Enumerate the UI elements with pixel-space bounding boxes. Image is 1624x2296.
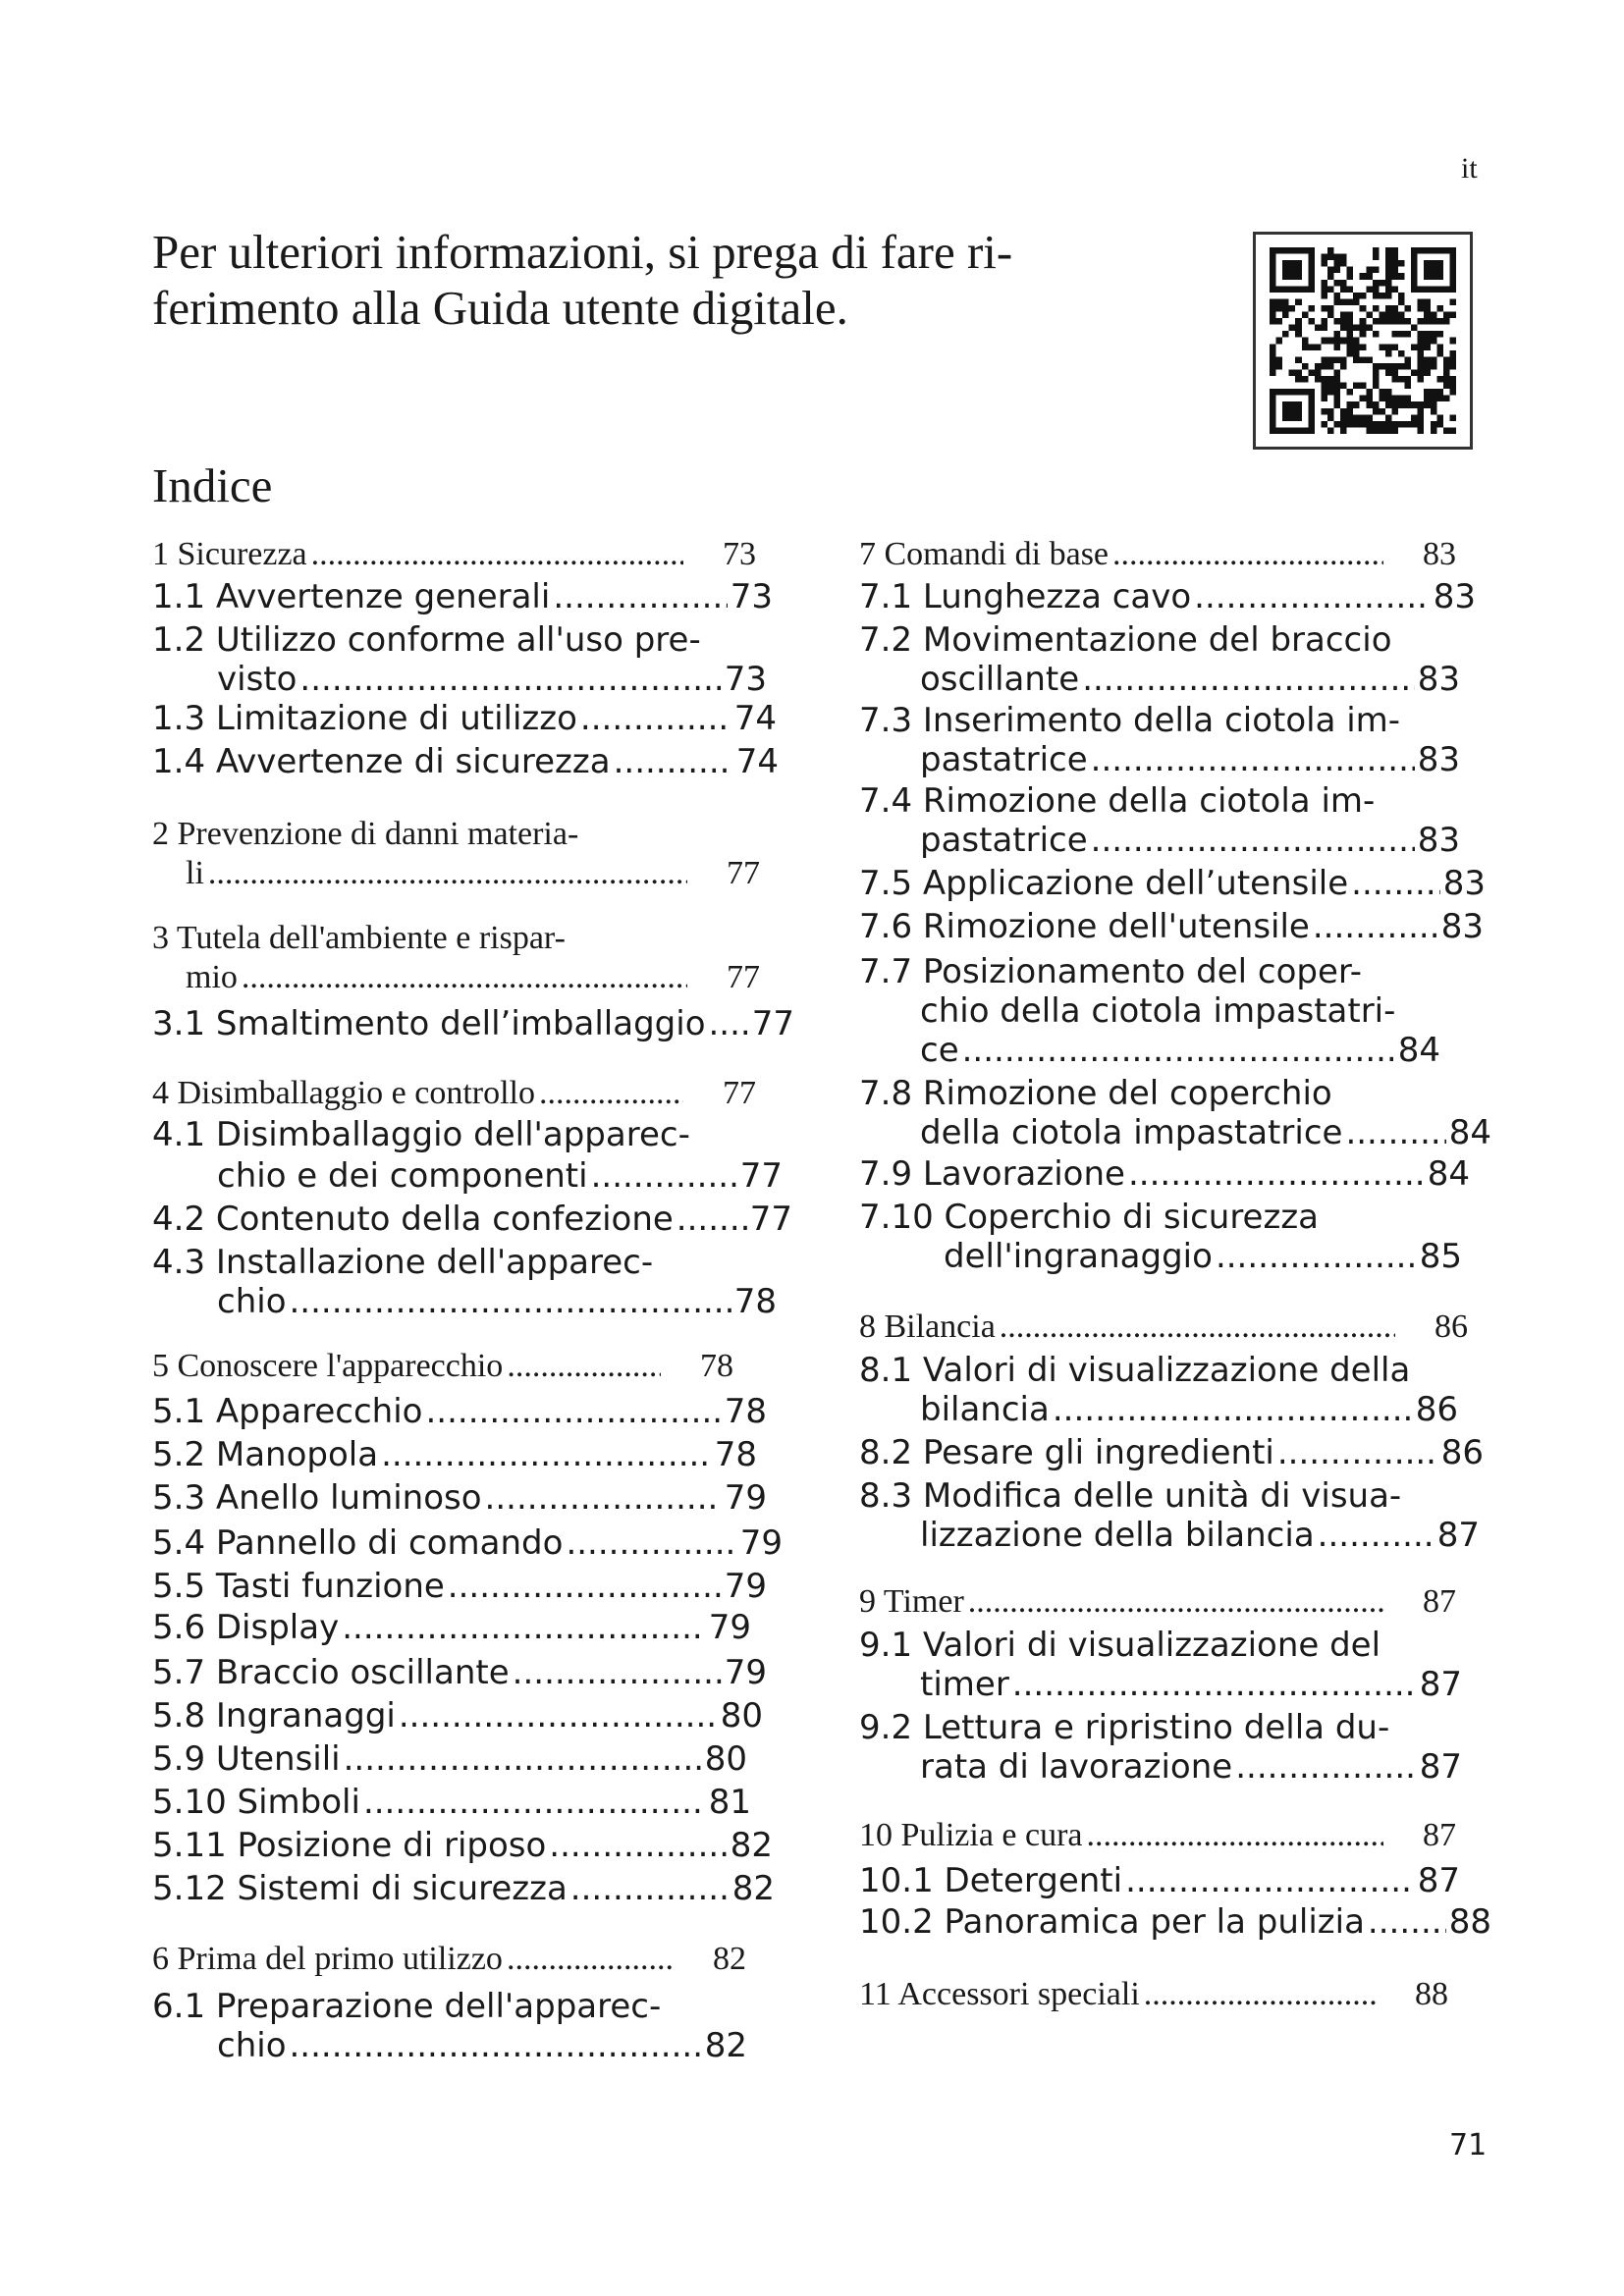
toc-entry-page: 88	[1415, 1976, 1448, 2012]
toc-entry-page: 79	[724, 1653, 767, 1692]
toc-entry[interactable]	[152, 1523, 783, 1563]
toc-entry-page: 79	[724, 1478, 767, 1518]
toc-entry-page: 87	[1423, 1583, 1456, 1620]
toc-entry-label: 7.9 Lavorazione	[859, 1154, 1125, 1194]
toc-entry-label: 7.1 Lunghezza cavo	[859, 577, 1192, 616]
toc-entry[interactable]	[920, 1113, 1491, 1152]
toc-entry-label: 3.1 Smaltimento dell’imballaggio	[152, 1004, 706, 1043]
toc-entry[interactable]	[152, 1608, 751, 1647]
toc-entry[interactable]	[152, 1739, 747, 1779]
toc-entry-label: 8 Bilancia	[859, 1308, 996, 1345]
toc-entry-page: 78	[733, 1282, 777, 1321]
toc-entry-page: 81	[708, 1783, 751, 1822]
toc-entry-label: 8.2 Pesare gli ingredienti	[859, 1433, 1274, 1472]
toc-entry[interactable]	[152, 1696, 763, 1735]
toc-entry[interactable]	[152, 1940, 746, 1979]
toc-entry[interactable]	[152, 1074, 756, 1113]
toc-entry[interactable]	[217, 1282, 777, 1321]
toc-entry-label: 7.2 Movimentazione del braccio	[859, 620, 1392, 660]
toc-entry-label: 5.3 Anello luminoso	[152, 1478, 482, 1518]
toc-entry-page: 77	[727, 959, 760, 995]
toc-entry-page: 83	[1417, 660, 1460, 699]
page-number: 71	[1449, 2128, 1488, 2163]
toc-entry-label: 7 Comandi di base	[859, 536, 1110, 572]
toc-entry-page: 87	[1417, 1861, 1460, 1900]
toc-entry-label: 11 Accessori speciali	[859, 1976, 1140, 2012]
toc-entry[interactable]	[152, 1435, 757, 1474]
toc-entry-page: 85	[1419, 1237, 1462, 1276]
toc-entry[interactable]	[920, 1390, 1458, 1429]
toc-entry[interactable]	[859, 577, 1476, 616]
toc-entry-label: li	[186, 855, 204, 891]
toc-entry[interactable]	[152, 1392, 767, 1431]
toc-entry-page: 80	[704, 1739, 747, 1779]
toc-entry-page: 74	[733, 699, 777, 738]
toc-title: Indice	[152, 458, 273, 512]
toc-entry[interactable]	[920, 1665, 1462, 1704]
toc-entry-label: 9 Timer	[859, 1583, 964, 1620]
toc-entry-label: 8.3 Modifica delle unità di visua-	[859, 1476, 1402, 1516]
toc-entry-page: 86	[1440, 1433, 1484, 1472]
toc-entry[interactable]	[152, 1004, 794, 1043]
qr-code[interactable]	[1253, 232, 1473, 450]
toc-entry-label: 5.1 Apparecchio	[152, 1392, 423, 1431]
toc-entry[interactable]	[152, 535, 756, 574]
toc-entry-page: 73	[723, 536, 756, 572]
toc-entry-label: 7.6 Rimozione dell'utensile	[859, 907, 1310, 946]
toc-entry-label: bilancia	[920, 1390, 1050, 1429]
toc-entry-page: 77	[751, 1004, 794, 1043]
toc-entry-label: chio e dei componenti	[217, 1156, 588, 1196]
toc-entry-page: 78	[700, 1348, 733, 1384]
toc-entry-page: 73	[724, 660, 767, 699]
toc-entry[interactable]	[920, 821, 1460, 860]
toc-entry-label: 2 Prevenzione di danni materia-	[152, 816, 579, 852]
toc-entry-label: 8.1 Valori di visualizzazione della	[859, 1351, 1411, 1390]
toc-entry-label: 1.2 Utilizzo conforme all'uso pre-	[152, 620, 701, 660]
toc-entry-page: 83	[1442, 864, 1486, 903]
toc-entry-label: 6.1 Preparazione dell'apparec-	[152, 1987, 662, 2026]
toc-entry-page: 77	[723, 1075, 756, 1111]
toc-entry[interactable]	[217, 660, 767, 699]
toc-entry-label: della ciotola impastatrice	[920, 1113, 1343, 1152]
toc-entry-label: 4.3 Installazione dell'apparec-	[152, 1243, 654, 1282]
toc-entry-page: 78	[724, 1392, 767, 1431]
intro-text	[152, 224, 1114, 336]
toc-entry[interactable]	[152, 1783, 751, 1822]
toc-entry-page: 84	[1448, 1113, 1491, 1152]
toc-entry-label: 7.8 Rimozione del coperchio	[859, 1074, 1332, 1113]
toc-entry[interactable]	[217, 2026, 747, 2065]
toc-entry-label: 5.7 Braccio oscillante	[152, 1653, 510, 1692]
toc-entry-label: 7.3 Inserimento della ciotola im-	[859, 701, 1401, 740]
toc-entry-page: 83	[1417, 740, 1460, 779]
toc-entry-label: 10 Pulizia e cura	[859, 1817, 1083, 1853]
intro-line: ferimento alla Guida utente digitale.	[152, 281, 848, 335]
toc-entry-page: 86	[1435, 1308, 1468, 1345]
toc-entry-label: 5.10 Simboli	[152, 1783, 360, 1822]
toc-entry[interactable]	[152, 1347, 733, 1386]
toc-entry[interactable]	[859, 1154, 1470, 1194]
toc-entry[interactable]	[152, 577, 773, 616]
toc-entry-label: chio della ciotola impastatri-	[920, 991, 1396, 1031]
toc-entry-label: 3 Tutela dell'ambiente e rispar-	[152, 920, 566, 956]
toc-entry[interactable]	[920, 740, 1460, 779]
toc-entry-page: 83	[1433, 577, 1476, 616]
toc-entry-label: 7.4 Rimozione della ciotola im-	[859, 781, 1376, 821]
toc-entry-page: 77	[749, 1200, 792, 1239]
toc-entry-label: 7.10 Coperchio di sicurezza	[859, 1198, 1319, 1237]
toc-entry[interactable]	[859, 1816, 1456, 1855]
toc-entry-page: 83	[1417, 821, 1460, 860]
toc-entry-page: 87	[1419, 1747, 1462, 1787]
intro-line: Per ulteriori informazioni, si prega di fare ri-	[152, 225, 1013, 279]
toc-entry-page: 87	[1423, 1817, 1456, 1853]
toc-entry-page: 80	[720, 1696, 763, 1735]
toc-entry-label: mio	[186, 959, 238, 995]
toc-entry[interactable]	[152, 1567, 767, 1606]
toc-entry[interactable]	[859, 535, 1456, 574]
toc-entry-label: dell'ingranaggio	[944, 1237, 1213, 1276]
toc-entry[interactable]	[859, 1433, 1484, 1472]
toc-entry-label: 1.3 Limitazione di utilizzo	[152, 699, 577, 738]
toc-entry[interactable]	[944, 1237, 1462, 1276]
toc-entry-page: 74	[735, 742, 779, 781]
toc-entry-label: 5.8 Ingranaggi	[152, 1696, 396, 1735]
toc-entry[interactable]	[920, 660, 1460, 699]
toc-entry[interactable]	[920, 1747, 1462, 1787]
toc-entry-label: 1 Sicurezza	[152, 536, 307, 572]
toc-entry-label: 4.1 Disimballaggio dell'apparec-	[152, 1115, 690, 1154]
toc-entry-label: chio	[217, 2026, 287, 2065]
toc-entry-page: 87	[1436, 1516, 1480, 1555]
toc-entry-page: 82	[731, 1869, 775, 1908]
toc-entry-page: 79	[739, 1523, 783, 1563]
toc-entry-label: 9.1 Valori di visualizzazione del	[859, 1626, 1381, 1665]
toc-entry-label: ce	[920, 1031, 959, 1070]
toc-entry-label: 10.1 Detergenti	[859, 1861, 1123, 1900]
toc-entry-label: 5.5 Tasti funzione	[152, 1567, 445, 1606]
toc-entry[interactable]	[152, 742, 779, 781]
toc-entry-label: chio	[217, 1282, 287, 1321]
language-code: it	[1461, 152, 1478, 185]
toc-entry-page: 86	[1415, 1390, 1458, 1429]
toc-entry-label: 1.4 Avvertenze di sicurezza	[152, 742, 611, 781]
toc-entry[interactable]	[920, 1031, 1440, 1070]
toc-entry[interactable]	[152, 1826, 773, 1865]
toc-entry-label: 9.2 Lettura e ripristino della du-	[859, 1708, 1390, 1747]
toc-entry[interactable]	[152, 1869, 775, 1908]
toc-entry[interactable]	[152, 1653, 767, 1692]
toc-entry-label: 6 Prima del primo utilizzo	[152, 1941, 503, 1977]
toc-entry[interactable]	[186, 854, 760, 893]
toc-entry-page: 87	[1419, 1665, 1462, 1704]
toc-entry-label: oscillante	[920, 660, 1080, 699]
toc-entry-label: 5.9 Utensili	[152, 1739, 341, 1779]
toc-entry-page: 79	[724, 1567, 767, 1606]
toc-entry-page: 82	[713, 1941, 746, 1977]
toc-entry-label: 4.2 Contenuto della confezione	[152, 1200, 674, 1239]
toc-entry[interactable]	[152, 1200, 792, 1239]
toc-entry-page: 83	[1440, 907, 1484, 946]
toc-entry-label: lizzazione della bilancia	[920, 1516, 1315, 1555]
toc-entry[interactable]	[186, 958, 760, 997]
toc-entry-page: 78	[714, 1435, 757, 1474]
toc-entry-label: 1.1 Avvertenze generali	[152, 577, 551, 616]
toc-entry-label: visto	[217, 660, 298, 699]
toc-entry-page: 82	[730, 1826, 773, 1865]
toc-entry-page: 79	[708, 1608, 751, 1647]
toc-entry-label: pastatrice	[920, 740, 1088, 779]
toc-entry-label: 7.7 Posizionamento del coper-	[859, 952, 1362, 991]
toc-entry[interactable]	[859, 1975, 1448, 2014]
toc-entry-page: 77	[727, 855, 760, 891]
toc-entry-page: 84	[1397, 1031, 1440, 1070]
toc-entry[interactable]	[859, 1582, 1456, 1622]
toc-entry-label: 5.2 Manopola	[152, 1435, 379, 1474]
toc-entry[interactable]	[859, 1861, 1460, 1900]
toc-entry-label: 5.12 Sistemi di sicurezza	[152, 1869, 568, 1908]
toc-entry-label: 7.5 Applicazione dell’utensile	[859, 864, 1349, 903]
toc-entry-label: 5.11 Posizione di riposo	[152, 1826, 547, 1865]
toc-entry-label: 4 Disimballaggio e controllo	[152, 1075, 535, 1111]
toc-entry-label: 5 Conoscere l'apparecchio	[152, 1348, 504, 1384]
toc-entry-label: rata di lavorazione	[920, 1747, 1233, 1787]
toc-entry-label: timer	[920, 1665, 1009, 1704]
toc-entry-page: 77	[739, 1156, 783, 1196]
toc-entry-label: 5.4 Pannello di comando	[152, 1523, 564, 1563]
toc-entry-page: 73	[730, 577, 773, 616]
toc-entry-page: 82	[704, 2026, 747, 2065]
toc-entry-label: pastatrice	[920, 821, 1088, 860]
toc-entry[interactable]	[859, 864, 1486, 903]
toc-entry[interactable]	[152, 1478, 767, 1518]
toc-entry-page: 84	[1427, 1154, 1470, 1194]
toc-entry[interactable]	[859, 907, 1484, 946]
toc-entry-page: 83	[1423, 536, 1456, 572]
qr-code-icon	[1270, 247, 1456, 434]
toc-entry[interactable]	[859, 1902, 1491, 1942]
toc-entry[interactable]	[152, 699, 777, 738]
toc-entry-label: 10.2 Panoramica per la pulizia	[859, 1902, 1365, 1942]
toc-entry[interactable]	[217, 1156, 783, 1196]
toc-entry[interactable]	[859, 1308, 1468, 1347]
toc-entry[interactable]	[920, 1516, 1480, 1555]
toc-entry-page: 88	[1448, 1902, 1491, 1942]
toc-entry-label: 5.6 Display	[152, 1608, 340, 1647]
